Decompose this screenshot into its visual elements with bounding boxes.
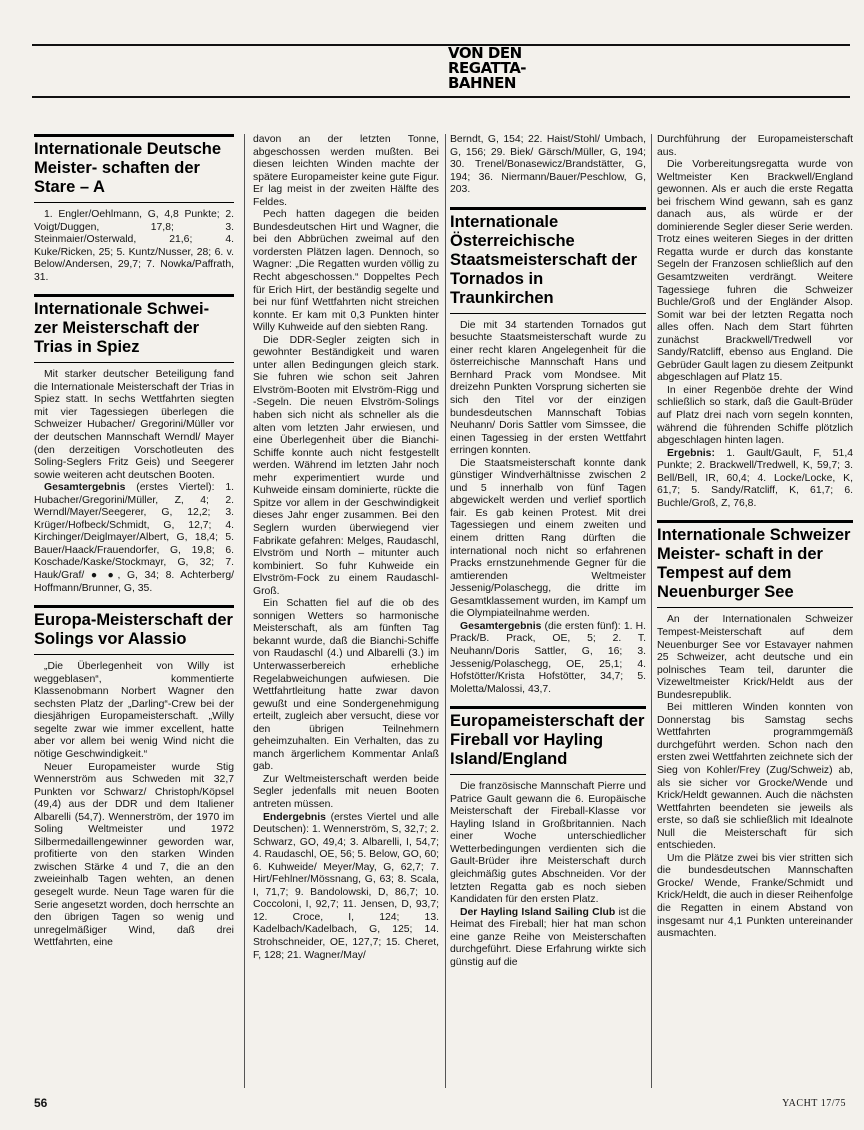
results-paragraph: 1. Engler/Oehlmann, G, 4,8 Punkte; 2. Voigt/Duggen, 17,8; 3. Steinmaier/Osterwald, 21,6; 4. Kuke/Ricken, 25; 5. Kuntz/Nusser, 28; 6. v. Below/Andersen, 29,7; 7. Nowka/Paffrath, 31.	[34, 209, 234, 283]
column-2	[253, 134, 439, 962]
body-paragraph: Die Vorbereitungsregatta wurde von Weltmeister Ken Brackwell/England gewonnen. Als er auch die erste Regatta bei frischem Wind gewann, sah es ganz danach aus, als würde er der dominierende Segler dieser Serie werden. Trotz eines weiteren Sieges in der dritten Regatta wurde er durch das konstante Segeln der Franzosen schließlich auf den Gesamtzweiten verdrängt. Weitere Tagessiege fuhren die Schweizer Buchle/Groß und der Engländer Alsop. Somit war bei der letzten Regatta noch alles offen. Nach dem Start führten zunächst Brackwell/Tredwell vor Sandy/Ratcliff, ebenso aus England. Die Gebrüder Gault lagen zu diesem Zeitpunkt abgeschlagen auf Platz 15.	[657, 159, 853, 384]
masthead-rule	[32, 96, 850, 98]
results-label: Ergebnis:	[667, 447, 715, 459]
article-headline: Internationale Österreichische Staatsmeisterschaft der Tornados in Traunkirchen	[450, 207, 646, 314]
masthead-line-1: VON DEN	[448, 44, 522, 62]
results-text: (erstes Viertel und alle Deutschen): 1. Wennerström, S, 32,7; 2. Schwarz, GO, 49,4; 3. Albarelli, I, 54,7; 4. Raudaschl, OE, 56; 5. Below, GO, 60; 6. Kuhweide/ Meyer/May, G, 62,7; 7. Hirt/Fehlner/Mössnang, G, 63; 8. Scala, I, 71,7; 9. Bandolowski, D, 86,7; 10. Coccoloni, I, 92,7; 11. Jensen, D, 93,7; 12. Croce, I, 124; 13. Kadelbach/Kadelbach, G, 125; 14. Strohschneider, OE, 127,7; 15. Cheret, F, 128; 21. Wagner/May/	[253, 811, 439, 961]
body-paragraph: In einer Regenböe drehte der Wind schließlich so stark, daß die Gault-Brüder auf Platz drei nach vorn segeln konnten, während die führenden Schiffe plötzlich abgeschlagen hinten lagen.	[657, 384, 853, 447]
article-headline: Internationale Deutsche Meister- schaften der Stare – A	[34, 134, 234, 203]
body-paragraph: Um die Plätze zwei bis vier stritten sich die bundesdeutschen Mannschaften Grocke/ Wende, Franke/Schmidt und Krick/Heldt, die auch in dieser Reihenfolge die Regatten in einem Abstand von insgesamt nur 4,1 Punkten untereinander ausmachten.	[657, 852, 853, 940]
body-text: ist die Heimat des Fireball; hier hat man schon eine ganze Reihe von Meisterschaften durchgeführt. Diese Erfahrung wirkte sich günstig auf die	[450, 906, 646, 968]
results-paragraph	[34, 482, 234, 595]
results-label: Gesamtergebnis	[44, 482, 126, 494]
results-text: (erstes Viertel): 1. Hubacher/Gregorini/Müller, Z, 4; 2. Werndl/Mayer/Seegerer, G, 12,2; 3. Krüger/Hofbeck/Schmidt, G, 12,7; 4. Kirchinger/Deiglmayer/Albert, G, 18,4; 5. Bauer/Haack/Frauendorfer, G, 19,8; 6. Koschade/Kaske/Stockmayr, G, 32; 7. Hauk/Graf/ ● ●, G, 34; 8. Achterberg/ Hoffmann/Brunner, G, 35.	[34, 482, 234, 594]
club-name: Der Hayling Island Sailing Club	[460, 906, 616, 918]
column-3	[450, 134, 646, 969]
results-label: Endergebnis	[263, 811, 326, 823]
results-text: (die ersten fünf): 1. H. Prack/B. Prack, OE, 5; 2. T. Neuhann/Doris Sattler, G, 16; 3. Jessenig/Polaschegg, OE, 25,1; 4. Hofstötter/Krista Hofstötter, 34,7; 5. Moletta/Malossi, 43,7.	[450, 620, 646, 695]
results-paragraph	[657, 448, 853, 511]
results-paragraph	[253, 812, 439, 963]
results-paragraph	[450, 621, 646, 696]
body-paragraph: Die mit 34 startenden Tornados gut besuchte Staatsmeisterschaft wurde zu einer recht klaren Angelegenheit für die österreichische Mannschaft Hans und Bernhard Prack vom Mondsee. Mit dreizehn Punkten Vorsprung sicherten sie sich den Titel vor der einzigen bundesdeutschen Mannschaft Tobias Neuhann/ Doris Sattler vom Simssee, die einen Tagessieg in der ersten Wettfahrt erringen konnten.	[450, 319, 646, 457]
body-paragraph: Neuer Europameister wurde Stig Wennerström aus Schweden mit 32,7 Punkten vor Schwarz/ Christoph/Köpsel (49,4) aus der DDR und dem Italiener Albarelli (54,7). Wennerström, der 1970 im Soling Weltmeister und 1972 Silbermedaillengewinner geworden war, profitierte von den starken Winden zwischen Stärke 4 und 7, die an den zweieinhalb Tagen wehten, an denen gesegelt wurde. Neun Tage waren für die Serie angesetzt worden, doch herrschte an den übrigen Tagen so wenig und unregelmäßiger Wind, daß drei Wettfahrten, eine	[34, 761, 234, 949]
section-masthead	[448, 46, 548, 91]
page-number: 56	[34, 1096, 48, 1110]
body-paragraph: Die DDR-Segler zeigten sich in gewohnter Beständigkeit und waren unter allen Bedingungen gleich stark. Sie fuhren wie schon seit Jahren Elvström-Booten mit Elvström-Rigg und -Segeln. Die neuen Elvström-Solings haben sich nicht als schneller als die alten vom letzten Jahr erwiesen, und eine Überlegenheit über die Bianchi-Schiffe konnte auch nicht festgestellt werden. Während im letzten Jahr noch mehr experimentiert wurde und Kuhweide einsam dominierte, rückte die Spitze vor allem in der Geschwindigkeit dieses Jahr enger zusammen. Bei den Seglern wurden überwiegend vier Fabrikate gefahren: Melges, Raudaschl, Elvström und North – mitunter auch kombiniert. So fuhr Kuhweide ein Elvström-Fock zu einem Raudaschl-Groß.	[253, 334, 439, 597]
body-paragraph: Bei mittleren Winden konnten von Donnerstag bis Samstag sechs Wettfahrten programmgemäß durchgeführt werden. Schon nach den ersten zwei Wettfahrten zeichnete sich der Sieg von Kohler/Frey (Zug/Schweiz) ab, als sie sicher vor Grocke/Wende und Krick/Heldt gewannen. Auch die nächsten Wettfahrten beendeten sie jeweils als erste, so daß sie schließlich mit Idealnote Null die Meisterschaft für sich entschieden.	[657, 702, 853, 852]
article-headline: Internationale Schwei- zer Meisterschaft der Trias in Spiez	[34, 294, 234, 363]
body-paragraph: An der Internationalen Schweizer Tempest-Meisterschaft auf dem Neuenburger See vor Estavayer nahmen 25 Schweizer, acht deutsche und ein polnisches Team teil, darunter die Vizeweltmeister Krick/Heldt aus der Bundesrepublik.	[657, 614, 853, 701]
column-divider	[445, 134, 446, 1088]
results-paragraph: Berndt, G, 154; 22. Haist/Stohl/ Umbach, G, 156; 29. Biek/ Gärsch/Müller, G, 194; 30. Trenel/Bonasewicz/Brandstätter, G, 194; 36. Niermann/Bauer/Peschlow, G, 203.	[450, 134, 646, 196]
column-divider	[651, 134, 652, 1088]
body-paragraph: „Die Überlegenheit von Willy ist weggeblasen“, kommentierte Klassenobmann Norbert Wagner den sechsten Platz der „Darling“-Crew bei der diesjährigen Europameisterschaft. „Willy segelte zwar wie immer excellent, hatte aber vor allem bei wenig Wind nicht die nötige Geschwindigkeit.“	[34, 661, 234, 760]
top-rule	[32, 44, 850, 46]
column-4	[657, 134, 853, 941]
article-headline: Europameisterschaft der Fireball vor Hayling Island/England	[450, 706, 646, 775]
masthead-line-2: REGATTA-	[448, 59, 527, 77]
body-paragraph: Die Staatsmeisterschaft konnte dank günstiger Windverhältnisse zwischen 2 und 5 innerhalb von fünf Tagen abgewickelt werden und verlief sportlich fair. Es gab keinen Protest. Mit drei Tagessiegen und einem zweiten und einem dritten Rang dürften die international noch nicht so erfahrenen Pracks ernstzunehmende Gegner für die amtierenden Weltmeister Jessenig/Polaschegg, die dritte im Gesamtklassement wurden, im Kampf um die Olympiateilnahme werden.	[450, 457, 646, 620]
body-paragraph: Pech hatten dagegen die beiden Bundesdeutschen Hirt und Wagner, die bei den Abbrüchen zweimal auf den vordersten Plätzen lagen. Dennoch, so Wagner: „Die Regatten wurden völlig zu Recht abgeschossen.“ Doppeltes Pech für Erich Hirt, der beständig segelte und bei nur fünf Wettfahrten nicht streichen konnte. Er kam mit 0,3 Punkten hinter Willy Kuhweide auf den siebten Rang.	[253, 209, 439, 334]
body-paragraph	[450, 907, 646, 970]
issue-label: YACHT 17/75	[782, 1098, 846, 1109]
body-paragraph: Die französische Mannschaft Pierre und Patrice Gault gewann die 6. Europäische Meisterschaft der Fireball-Klasse vor Hayling Island in Großbritannien. Nach einer Woche unterschiedlicher Wetterbedingungen verdienten sich die Gault-Brüder ihre Meisterschaft durch gleichmäßig gutes Abschneiden. Vor der letzten Regatta gab es noch sieben Kandidaten für den ersten Platz.	[450, 781, 646, 906]
masthead-line-3: BAHNEN	[448, 74, 516, 92]
body-paragraph: Ein Schatten fiel auf die ob des sonnigen Wetters so harmonische Meisterschaft, als am fünften Tag bekannt wurde, daß die Bianchi-Schiffe von Raudaschl (4.) und Albarelli (3.) im Unterwasserbereich erhebliche Regelabweichungen aufwiesen. Die Wettfahrtleitung hatte zwar davon gewußt und eine Sondergenehmigung erteilt, zugleich aber versucht, diese vor den übrigen Teilnehmern geheimzuhalten. Ein Verhalten, das zu manch ärgerlichem Kommentar Anlaß gab.	[253, 598, 439, 773]
article-headline: Internationale Schweizer Meister- schaft in der Tempest auf dem Neuenburger See	[657, 520, 853, 608]
article-headline: Europa-Meisterschaft der Solings vor Alassio	[34, 605, 234, 655]
column-1	[34, 134, 234, 950]
results-text: 1. Gault/Gault, F, 51,4 Punkte; 2. Brackwell/Tredwell, K, 59,7; 3. Bell/Bell, IR, 60,4; 4. Locke/Locke, K, 61,7; 5. Sandy/Ratcliff, K, 61,7; 6. Buchle/Groß, Z, 76,8.	[657, 447, 853, 509]
column-divider	[244, 134, 245, 1088]
body-paragraph: davon an der letzten Tonne, abgeschossen werden mußten. Bei diesen leichten Winden machte der spätere Europameister keine gute Figur. Er lag meist in der zweiten Hälfte des Feldes.	[253, 134, 439, 208]
body-paragraph: Mit starker deutscher Beteiligung fand die Internationale Meisterschaft der Trias in Spiez statt. In sechs Wettfahrten siegten mit vier Tagessiegen überlegen die Schweizer Hubacher/ Gregorini/Müller vor der deutschen Mannschaft Werndl/ Mayer (den derzeitigen Vorschotleuten des Soling-Seglers Fritz Geis) und Seegerer sowie weiteren acht deutschen Booten.	[34, 369, 234, 481]
body-paragraph: Zur Weltmeisterschaft werden beide Segler jedenfalls mit neuen Booten antreten müssen.	[253, 773, 439, 810]
body-paragraph: Durchführung der Europameisterschaft aus.	[657, 134, 853, 158]
results-label: Gesamtergebnis	[460, 620, 542, 632]
